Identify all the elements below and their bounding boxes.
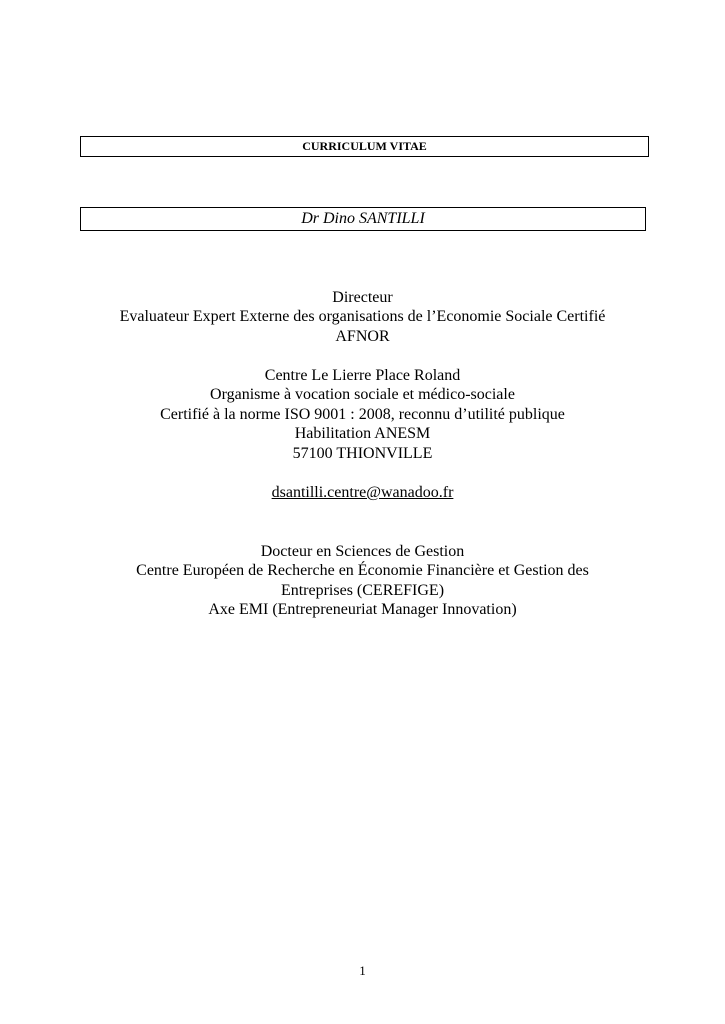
organization-type: Organisme à vocation sociale et médico-sociale bbox=[210, 386, 515, 403]
email-line bbox=[0, 483, 725, 502]
academic-degree: Docteur en Sciences de Gestion bbox=[260, 543, 465, 560]
name-box bbox=[80, 207, 646, 231]
page-number: 1 bbox=[359, 963, 366, 978]
research-center-line1: Centre Européen de Recherche en Économie Financière et Gestion des bbox=[136, 562, 589, 579]
research-center-line2: Entreprises (CEREFIGE) bbox=[280, 582, 445, 599]
expert-line: Evaluateur Expert Externe des organisations de l’Economie Sociale Certifié bbox=[119, 308, 606, 325]
organization-city: 57100 THIONVILLE bbox=[292, 445, 433, 462]
certifier-name: AFNOR bbox=[335, 328, 390, 345]
cv-title-box bbox=[80, 136, 649, 157]
person-name: Dr Dino SANTILLI bbox=[301, 210, 425, 227]
organization-habilitation: Habilitation ANESM bbox=[294, 425, 431, 442]
organization-name: Centre Le Lierre Place Roland bbox=[264, 367, 461, 384]
organization-certification: Certifié à la norme ISO 9001 : 2008, reconnu d’utilité publique bbox=[160, 406, 565, 423]
email-link[interactable]: dsantilli.centre@wanadoo.fr bbox=[271, 484, 454, 501]
research-axis: Axe EMI (Entrepreneuriat Manager Innovation) bbox=[208, 601, 517, 618]
position-title: Directeur bbox=[332, 289, 393, 306]
cv-title: CURRICULUM VITAE bbox=[302, 139, 427, 153]
